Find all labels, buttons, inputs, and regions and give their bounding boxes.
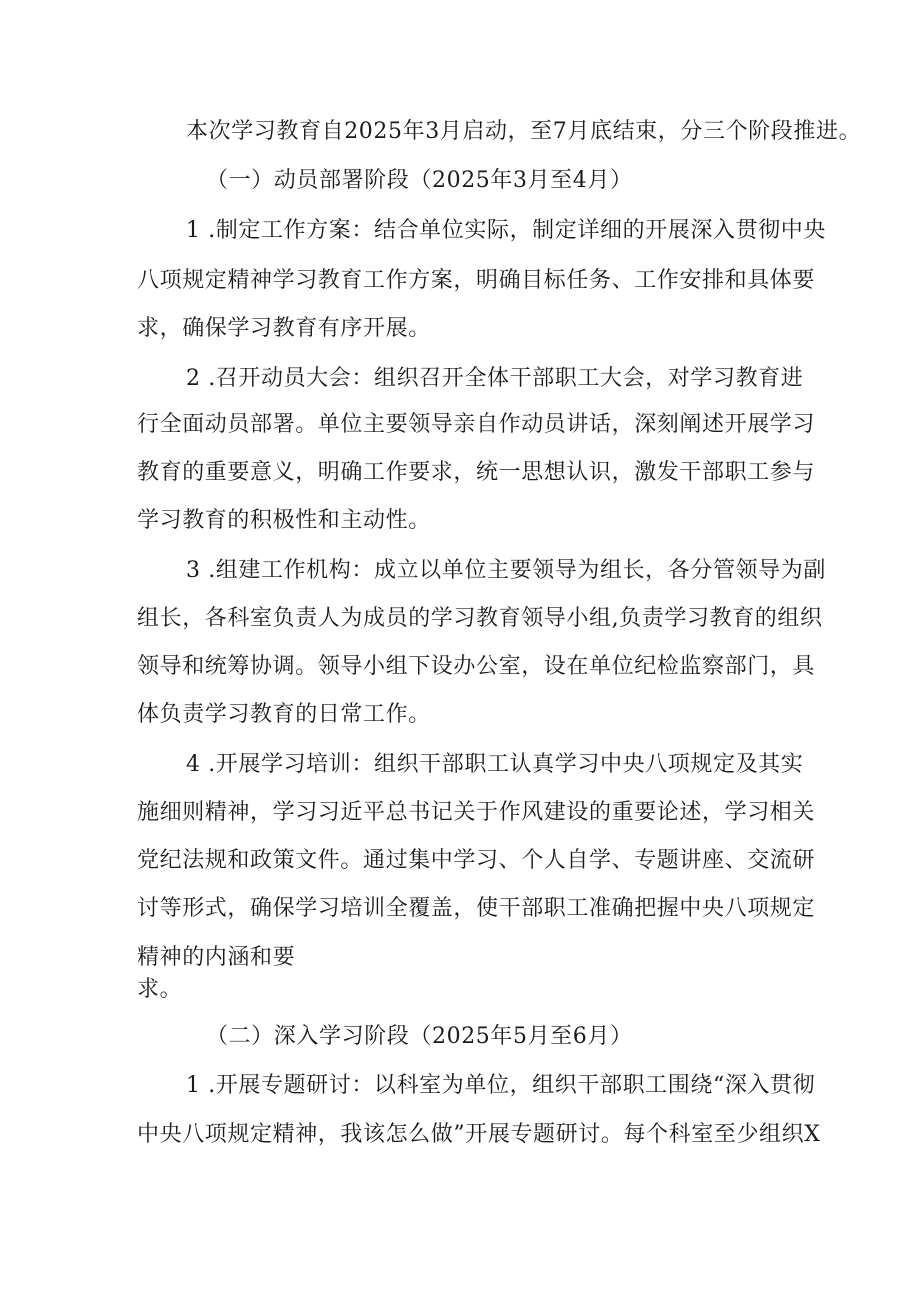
item-1-4-line-5: 精神的内涵和要 [137,945,296,970]
item-2-1-line-2: 中央八项规定精神，我该怎么做”开展专题研讨。每个科室至少组织X [137,1122,821,1147]
item-2-1-line-1: 1 .开展专题研讨：以科室为单位，组织干部职工围绕“深入贯彻 [186,1073,816,1098]
item-1-1-line-1: 1 .制定工作方案：结合单位实际，制定详细的开展深入贯彻中央 [186,218,826,243]
paragraph-intro-line-1: 本次学习教育自2025年3月启动，至7月底结束，分三个阶段推进。 [186,119,862,144]
item-1-3-line-1: 3 .组建工作机构：成立以单位主要领导为组长，各分管领导为副 [186,558,826,583]
item-1-1-line-2: 八项规定精神学习教育工作方案，明确目标任务、工作安排和具体要 [137,268,816,293]
item-1-2-line-4: 学习教育的积极性和主动性。 [137,508,431,533]
item-1-4-line-2: 施细则精神，学习习近平总书记关于作风建设的重要论述，学习相关 [137,800,816,825]
item-1-3-line-3: 领导和统筹协调。领导小组下设办公室，设在单位纪检监察部门，具 [137,654,816,679]
item-1-4-line-4: 讨等形式，确保学习培训全覆盖，使干部职工准确把握中央八项规定 [137,896,816,921]
section-heading-2: （二）深入学习阶段（2025年5月至6月） [206,1024,633,1049]
item-1-4-line-3: 党纪法规和政策文件。通过集中学习、个人自学、专题讲座、交流研 [137,848,816,873]
item-1-4-line-6: 求。 [137,977,183,1002]
item-1-1-line-3: 求，确保学习教育有序开展。 [137,316,431,341]
item-1-2-line-3: 教育的重要意义，明确工作要求，统一思想认识，激发干部职工参与 [137,460,816,485]
item-1-3-line-2: 组长，各科室负责人为成员的学习教育领导小组,负责学习教育的组织 [137,606,823,631]
item-1-2-line-1: 2 .召开动员大会：组织召开全体干部职工大会，对学习教育进 [186,366,804,391]
section-heading-1: （一）动员部署阶段（2025年3月至4月） [206,168,633,193]
item-1-3-line-4: 体负责学习教育的日常工作。 [137,702,431,727]
item-1-2-line-2: 行全面动员部署。单位主要领导亲自作动员讲话，深刻阐述开展学习 [137,412,816,437]
item-1-4-line-1: 4 .开展学习培训：组织干部职工认真学习中央八项规定及其实 [186,752,804,777]
